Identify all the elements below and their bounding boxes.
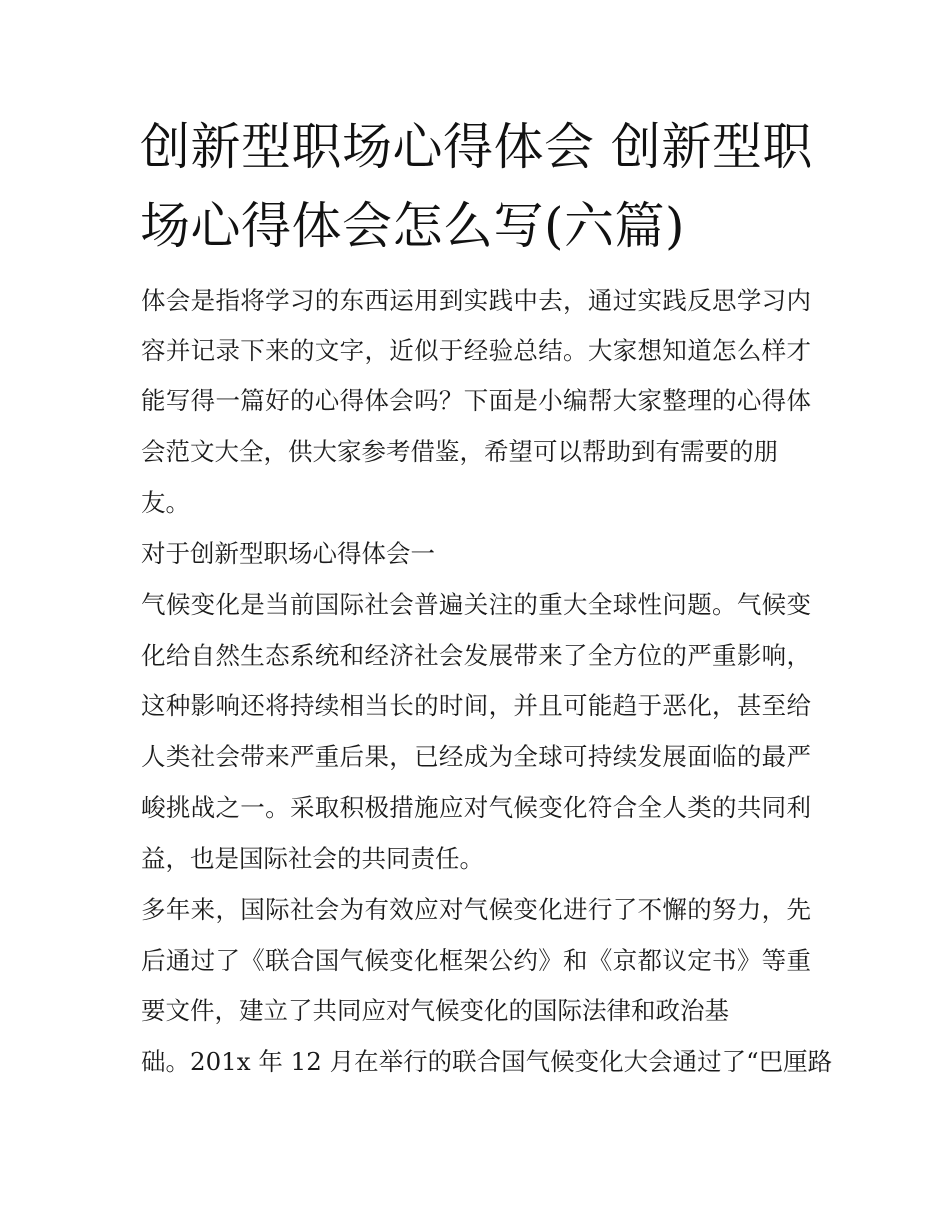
body-line-5: 峻挑战之一。采取积极措施应对气候变化符合全人类的共同利 <box>141 793 811 822</box>
body-line-2: 化给自然生态系统和经济社会发展带来了全方位的严重影响， <box>141 641 811 670</box>
body-line-6: 益，也是国际社会的共同责任。 <box>141 844 484 873</box>
body-line-4: 人类社会带来严重后果，已经成为全球可持续发展面临的最严 <box>141 742 811 771</box>
document-title: 创新型职场心得体会 创新型职场心得体会怎么写(六篇) <box>140 118 813 255</box>
intro-line-5: 友。 <box>141 488 190 517</box>
body-line-8: 后通过了《联合国气候变化框架公约》和《京都议定书》等重 <box>141 946 811 975</box>
body-line-3: 这种影响还将持续相当长的时间，并且可能趋于恶化，甚至给 <box>141 691 811 720</box>
intro-line-1: 体会是指将学习的东西运用到实践中去，通过实践反思学习内 <box>141 286 811 315</box>
body-line-1: 气候变化是当前国际社会普遍关注的重大全球性问题。气候变 <box>141 590 811 619</box>
intro-line-4: 会范文大全，供大家参考借鉴，希望可以帮助到有需要的朋 <box>141 437 778 466</box>
body-line-10: 础。201x 年 12 月在举行的联合国气候变化大会通过了“巴厘路 <box>141 1047 833 1076</box>
intro-line-2: 容并记录下来的文字，近似于经验总结。大家想知道怎么样才 <box>141 336 811 365</box>
intro-line-3: 能写得一篇好的心得体会吗？下面是小编帮大家整理的心得体 <box>141 386 811 415</box>
body-line-7: 多年来，国际社会为有效应对气候变化进行了不懈的努力，先 <box>141 895 811 924</box>
body-line-9: 要文件，建立了共同应对气候变化的国际法律和政治基 <box>141 996 729 1025</box>
section-heading-1: 对于创新型职场心得体会一 <box>141 539 435 568</box>
